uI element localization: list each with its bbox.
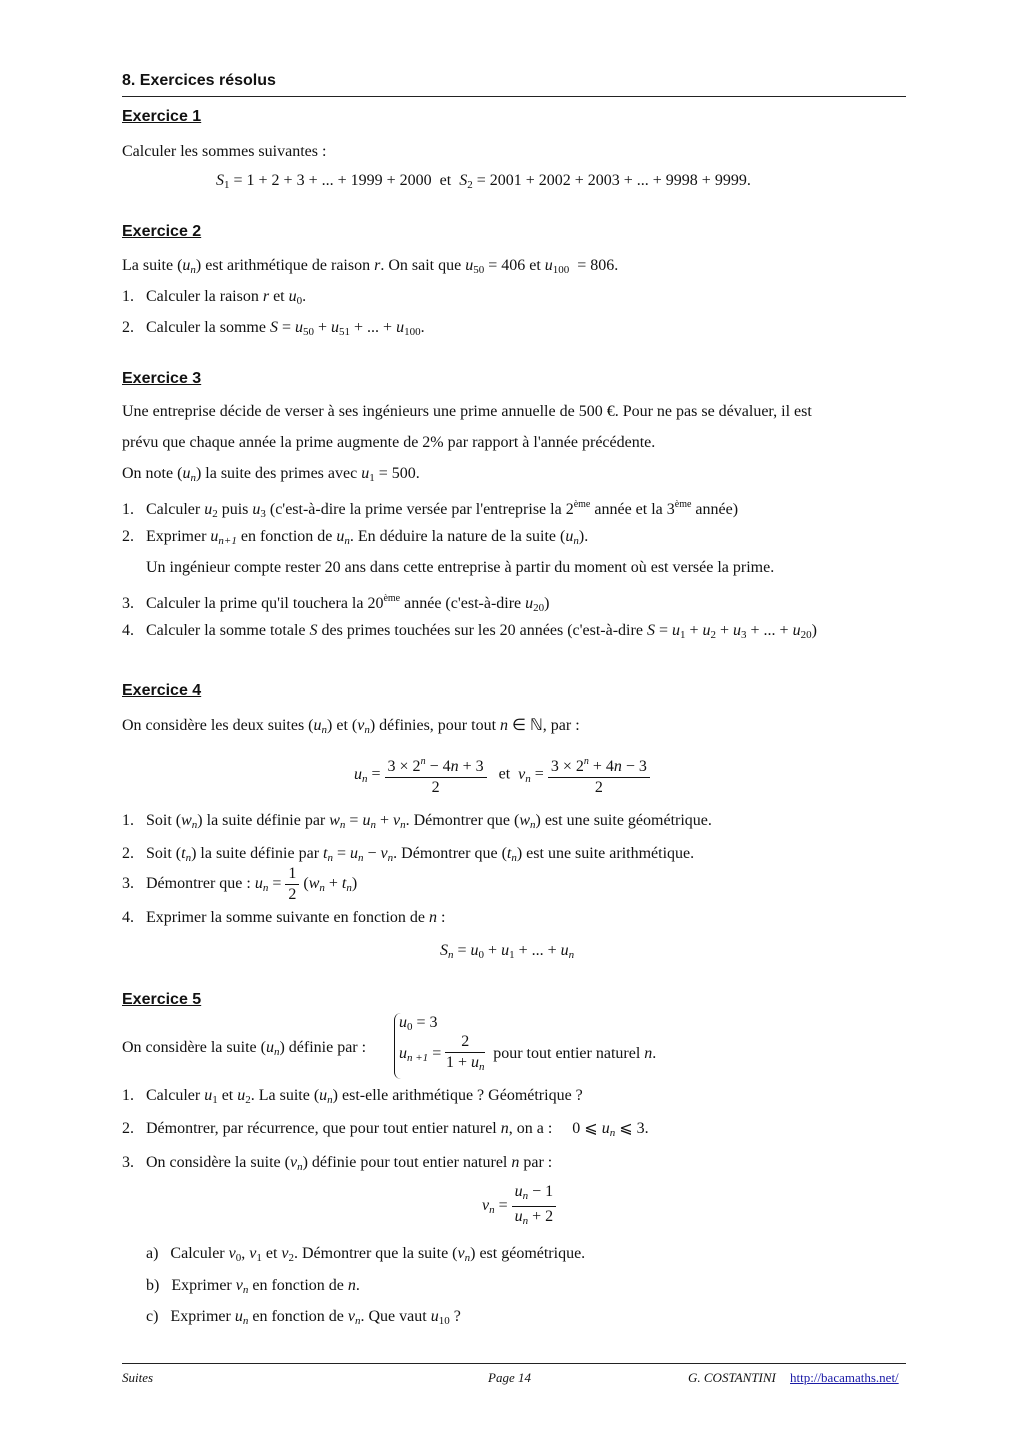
footer-author: G. COSTANTINI xyxy=(688,1370,776,1385)
ex3-p3: On note $(u_n)$ la suite des primes avec u1 = 500. xyxy=(122,465,420,484)
ex5-u0: u0 = 3 xyxy=(399,1014,438,1033)
ex5-qb: b) Exprimer $v_n$ en fonction de n. xyxy=(146,1277,360,1296)
ex3-q2b: Un ingénieur compte rester 20 ans dans cette entreprise à partir du moment où est versée la prime. xyxy=(146,559,775,576)
ex4-q3: 3. Démontrer que : $u_n$ = $\frac{1}{2}$ $(w_n + t_n)$ xyxy=(122,865,358,903)
ex3-p2: prévu que chaque année la prime augmente de 2% par rapport à l'année précédente. xyxy=(122,434,656,451)
ex5-q2: 2. Démontrer, par récurrence, que pour tout entier naturel n, on a : 0 ⩽ $u_n$ ⩽ 3. xyxy=(122,1120,649,1139)
ex3-q2: 2. Exprimer $u_{n+1}$ en fonction de $u_n$. En déduire la nature de la suite $(u_n)$. xyxy=(122,528,589,547)
ex4-q4: 4. Exprimer la somme suivante en fonction de n : xyxy=(122,909,446,926)
ex5-intro: On considère la suite $(u_n)$ définie par : xyxy=(122,1039,367,1058)
ex3-q1: 1. Calculer u2 puis u3 (c'est-à-dire la prime versée par l'entreprise la 2ème année et la 3ème année) xyxy=(122,499,739,520)
ex5-qa: a) Calculer v0, v1 et v2. Démontrer que la suite $(v_n)$ est géométrique. xyxy=(146,1245,586,1264)
exercise-5-title: Exercice 5 xyxy=(122,991,202,1008)
ex2-q1: 1. Calculer la raison r et u0. xyxy=(122,288,307,307)
ex4-q1: 1. Soit $(w_n)$ la suite définie par $w_n = u_n + v_n$. Démontrer que $(w_n)$ est une suite géométrique. xyxy=(122,812,712,831)
page-footer xyxy=(122,1363,906,1386)
ex2-q2: 2. Calculer la somme S = u50 + u51 + ... + u100. xyxy=(122,319,425,338)
section-title: 8. Exercices résolus xyxy=(122,72,906,97)
exercise-2-title: Exercice 2 xyxy=(122,223,202,240)
ex3-q4: 4. Calculer la somme totale S des primes touchées sur les 20 années (c'est-à-dire S = u1 + u2 + u3 + ... + u20) xyxy=(122,622,817,641)
footer-left: Suites xyxy=(122,1370,154,1385)
ex5-v-definition: $v_n$ = $\frac{u_n - 1}{u_n + 2}$ xyxy=(482,1182,556,1231)
ex2-intro: La suite $(u_n)$ est arithmétique de raison r. On sait que u50 = 406 et u100 = 806. xyxy=(122,257,619,276)
ex4-q2: 2. Soit $(t_n)$ la suite définie par $t_n = u_n - v_n$. Démontrer que $(t_n)$ est une suite arithmétique. xyxy=(122,845,695,864)
ex4-sum: $S_n = u0 + u1$ + ... + $u_n$ xyxy=(440,942,575,961)
exercise-3-title: Exercice 3 xyxy=(122,370,202,387)
ex3-p1: Une entreprise décide de verser à ses ingénieurs une prime annuelle de 500 €. Pour ne pas se dévaluer, il est xyxy=(122,403,812,420)
ex3-q3: 3. Calculer la prime qu'il touchera la 20ème année (c'est-à-dire u20) xyxy=(122,593,550,614)
u-fraction: $\frac{3 \times 2^n - 4n + 3}{2}$ xyxy=(385,752,487,798)
page-number: Page 14 xyxy=(488,1370,531,1385)
exercise-1-title: Exercice 1 xyxy=(122,108,202,125)
v-fraction: $\frac{3 \times 2^n + 4n - 3}{2}$ xyxy=(548,752,650,798)
ex4-intro: On considère les deux suites $(u_n)$ et $(v_n)$ définies, pour tout n ∈ ℕ, par : xyxy=(122,717,580,736)
ex1-formula: S1 = 1 + 2 + 3 + ... + 1999 + 2000 et S2 = 2001 + 2002 + 2003 + ... + 9998 + 9999. xyxy=(216,172,751,191)
ex5-recurrence: $u_{n +1}$ = $\frac{2}{1 + u_n}$ pour tout entier naturel n. xyxy=(399,1033,657,1073)
footer-link[interactable]: http://bacamaths.net/ xyxy=(790,1370,899,1385)
ex5-qc: c) Exprimer $u_n$ en fonction de $v_n$. Que vaut u10 ? xyxy=(146,1308,461,1327)
exercise-4-title: Exercice 4 xyxy=(122,682,202,699)
ex5-q1: 1. Calculer u1 et u2. La suite $(u_n)$ est-elle arithmétique ? Géométrique ? xyxy=(122,1087,583,1106)
ex4-definitions: $u_n$ = $\frac{3 \times 2^n - 4n + 3}{2}$ et $v_n$ = $\frac{3 \times 2^n + 4n - 3}{2}$ xyxy=(354,752,650,798)
ex1-intro: Calculer les sommes suivantes : xyxy=(122,143,327,160)
ex5-q3: 3. On considère la suite $(v_n)$ définie pour tout entier naturel n par : xyxy=(122,1154,553,1173)
